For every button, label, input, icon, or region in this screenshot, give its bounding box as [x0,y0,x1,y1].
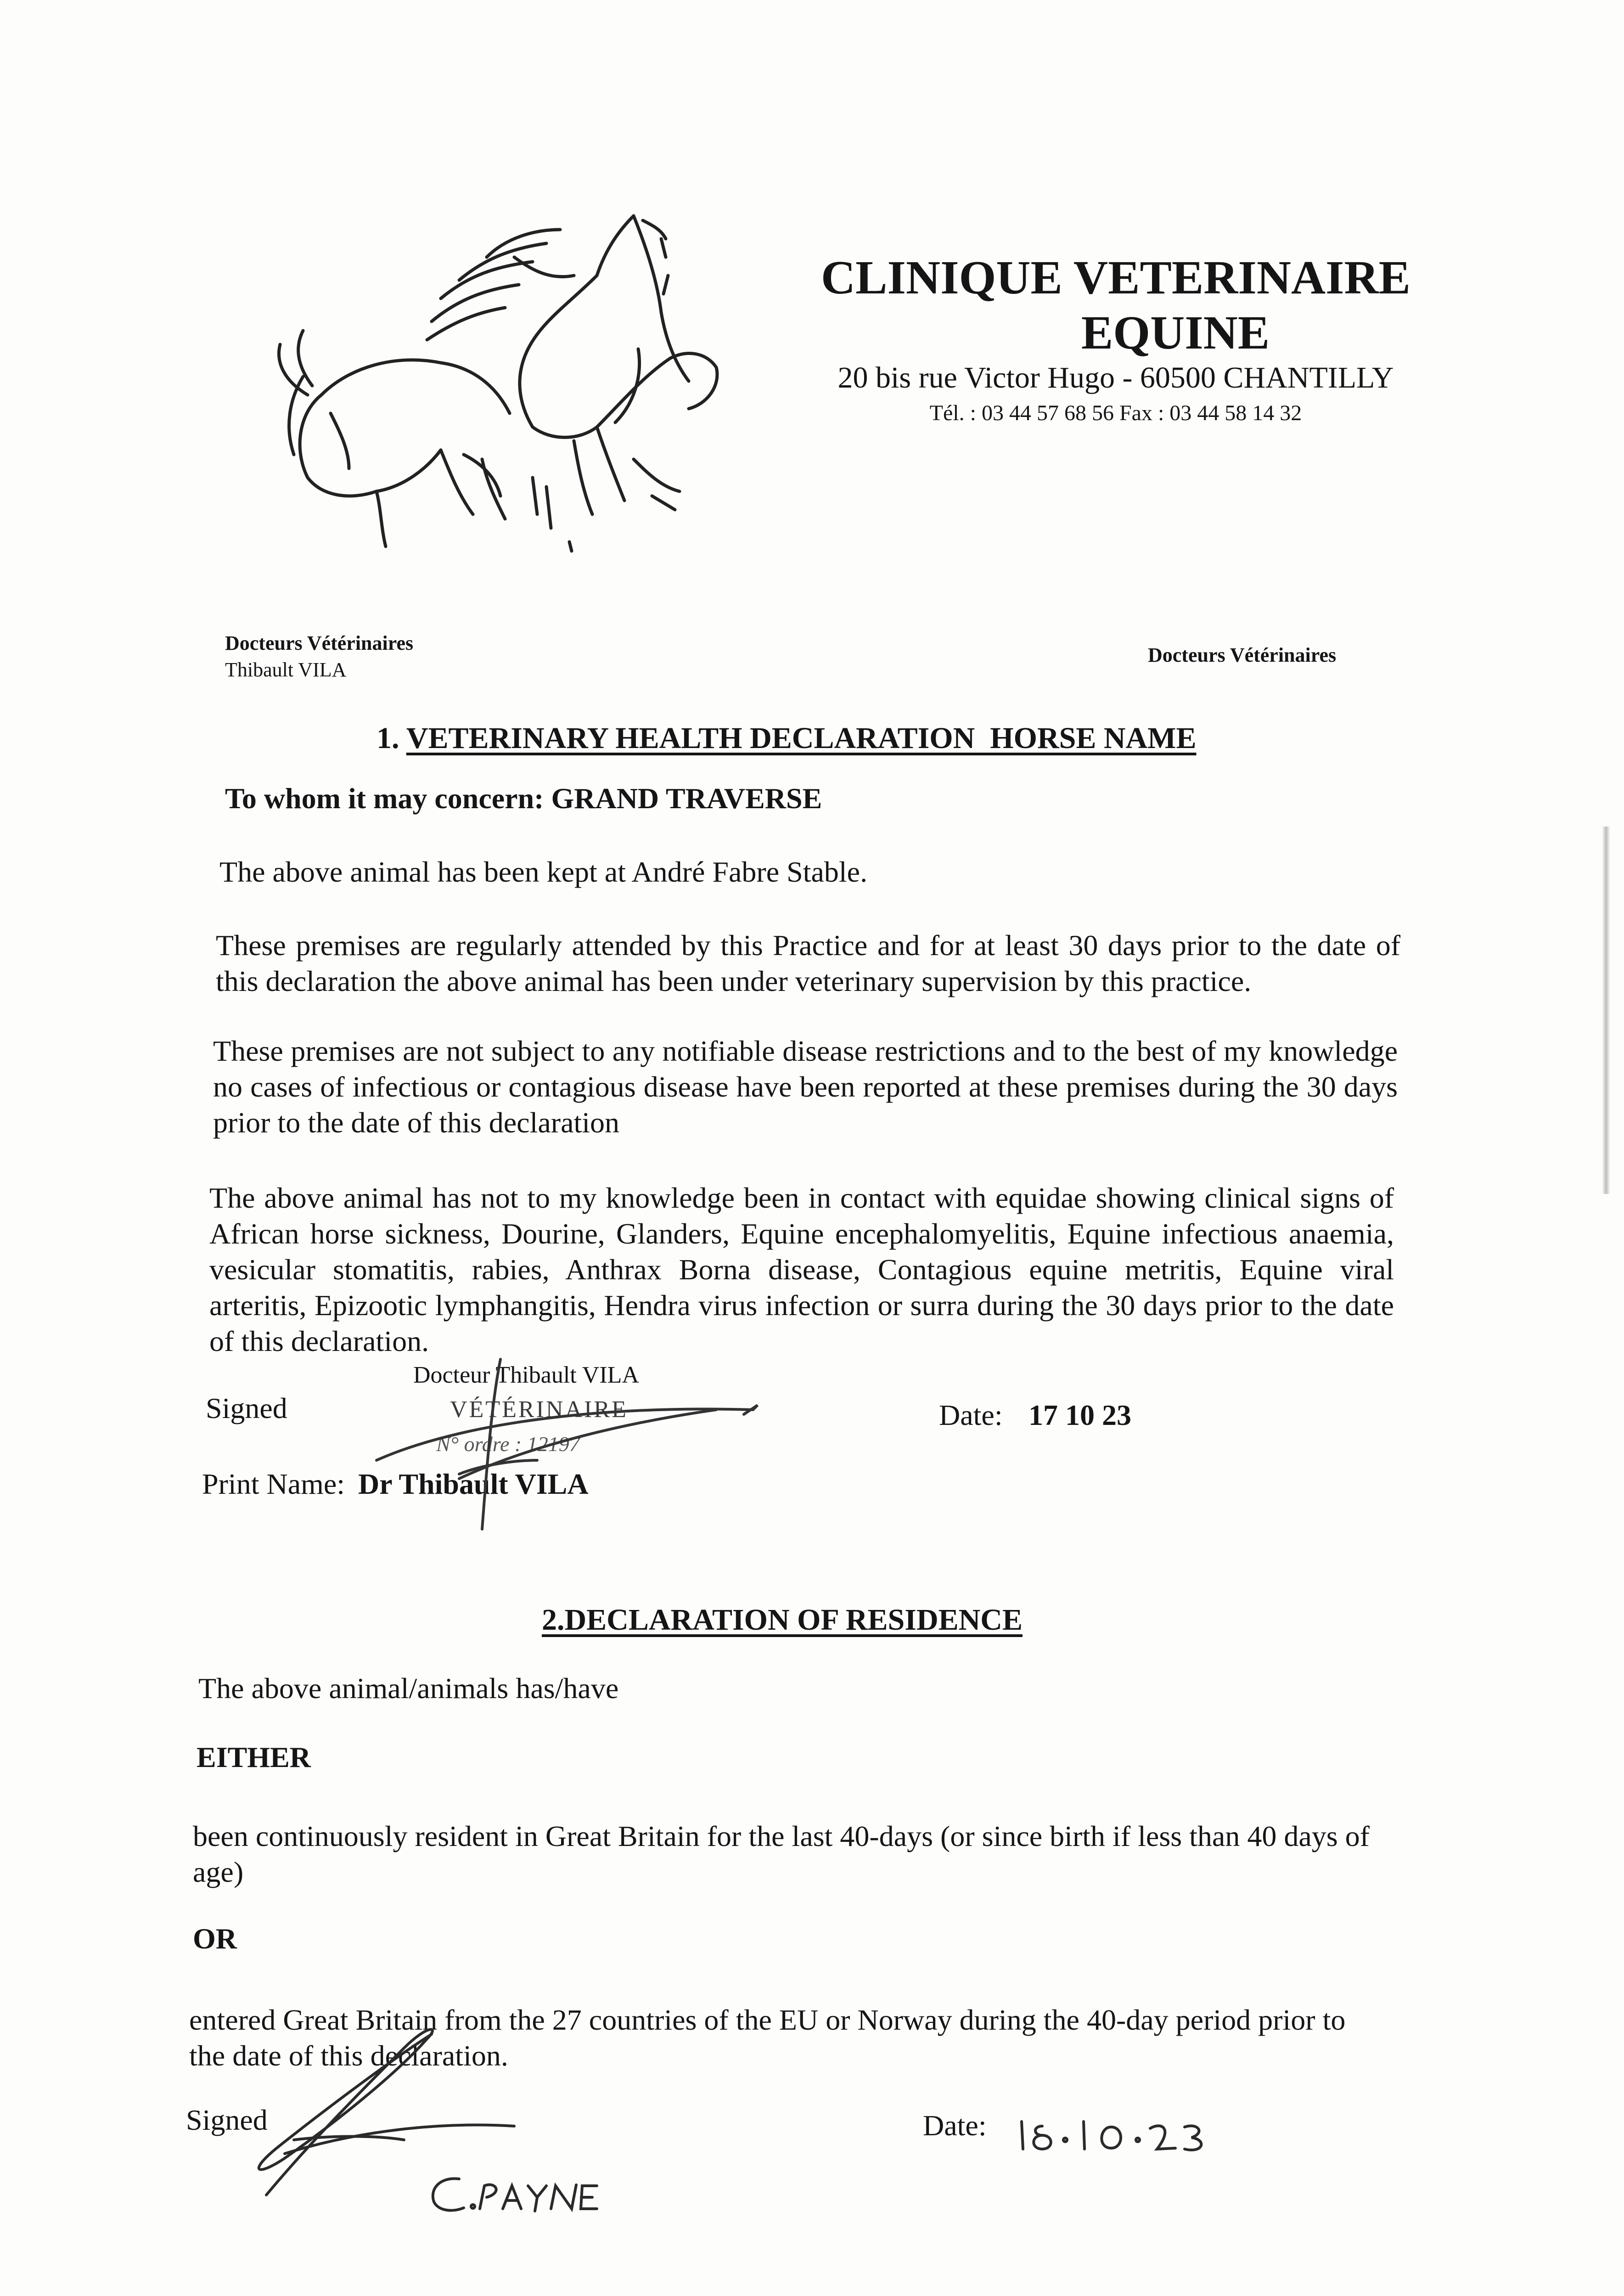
section2-or: OR [193,1922,237,1955]
to-whom-concern: To whom it may concern: GRAND TRAVERSE [225,782,822,815]
section1-para1: The above animal has been kept at André Fabre Stable. [219,855,868,888]
section1-heading: VETERINARY HEALTH DECLARATION HORSE NAME [406,721,1197,755]
date-value-1: 17 10 23 [1028,1399,1131,1431]
section1-number: 1. [376,721,406,755]
section2-para1: The above animal/animals has/have [198,1672,619,1705]
print-name-label: Print Name: [202,1468,345,1500]
clinic-name-line1: CLINIQUE VETERINAIRE [821,251,1410,304]
section2-either: EITHER [197,1741,311,1773]
section1-para3: These premises are not subject to any notifiable disease restrictions and to the best of my knowledge no cases of infectious or contagious disease have been reported at these premises during the 30 days prior to the date of this declaration [213,1035,1398,1139]
date-label-1: Date: [939,1399,1003,1431]
stamp-title: VÉTÉRINAIRE [450,1396,628,1423]
section2-para3: entered Great Britain from the 27 countries of the EU or Norway during the 40-day period prior to the date of this declaration. [189,2003,1346,2072]
section2-para2: been continuously resident in Great Britain for the last 40-days (or since birth if less than 40 days of age) [193,1820,1370,1888]
scan-edge-shadow [1602,827,1610,1194]
signed-label-2: Signed [186,2104,268,2136]
section1-para4: The above animal has not to my knowledge been in contact with equidae showing clinical signs of African horse sickness, Dourine, Glanders, Equine encephalomyelitis, Equine infectious anaemia, vesicular stomatitis, rabies, Anthrax Borna disease, Contagious equine metritis, Equine viral arteritis, Epizootic lymphangitis, Hendra virus infection or surra during the 30 days prior to the date of this declaration. [209,1182,1394,1357]
date-label-2: Date: [923,2109,987,2142]
stamp-ordre: N° ordre : 12197 [436,1432,580,1456]
doctors-left-name: Thibault VILA [225,658,347,681]
signed-label-1: Signed [206,1392,287,1424]
clinic-address: 20 bis rue Victor Hugo - 60500 CHANTILLY [837,361,1394,394]
section1-para2: These premises are regularly attended by this Practice and for at least 30 days prior to the date of this declaration the above animal has been under veterinary supervision by this practice. [216,929,1400,997]
section2-title: 2.DECLARATION OF RESIDENCE [542,1603,1023,1637]
clinic-phone: Tél. : 03 44 57 68 56 Fax : 03 44 58 14 32 [929,401,1302,425]
clinic-name-line2: EQUINE [1081,306,1270,359]
doctors-right-title: Docteurs Vétérinaires [1148,644,1337,666]
doctors-left-title: Docteurs Vétérinaires [225,632,414,654]
stamp-name: Docteur Thibault VILA [413,1362,639,1388]
print-name-value: Dr Thibault VILA [358,1468,589,1500]
